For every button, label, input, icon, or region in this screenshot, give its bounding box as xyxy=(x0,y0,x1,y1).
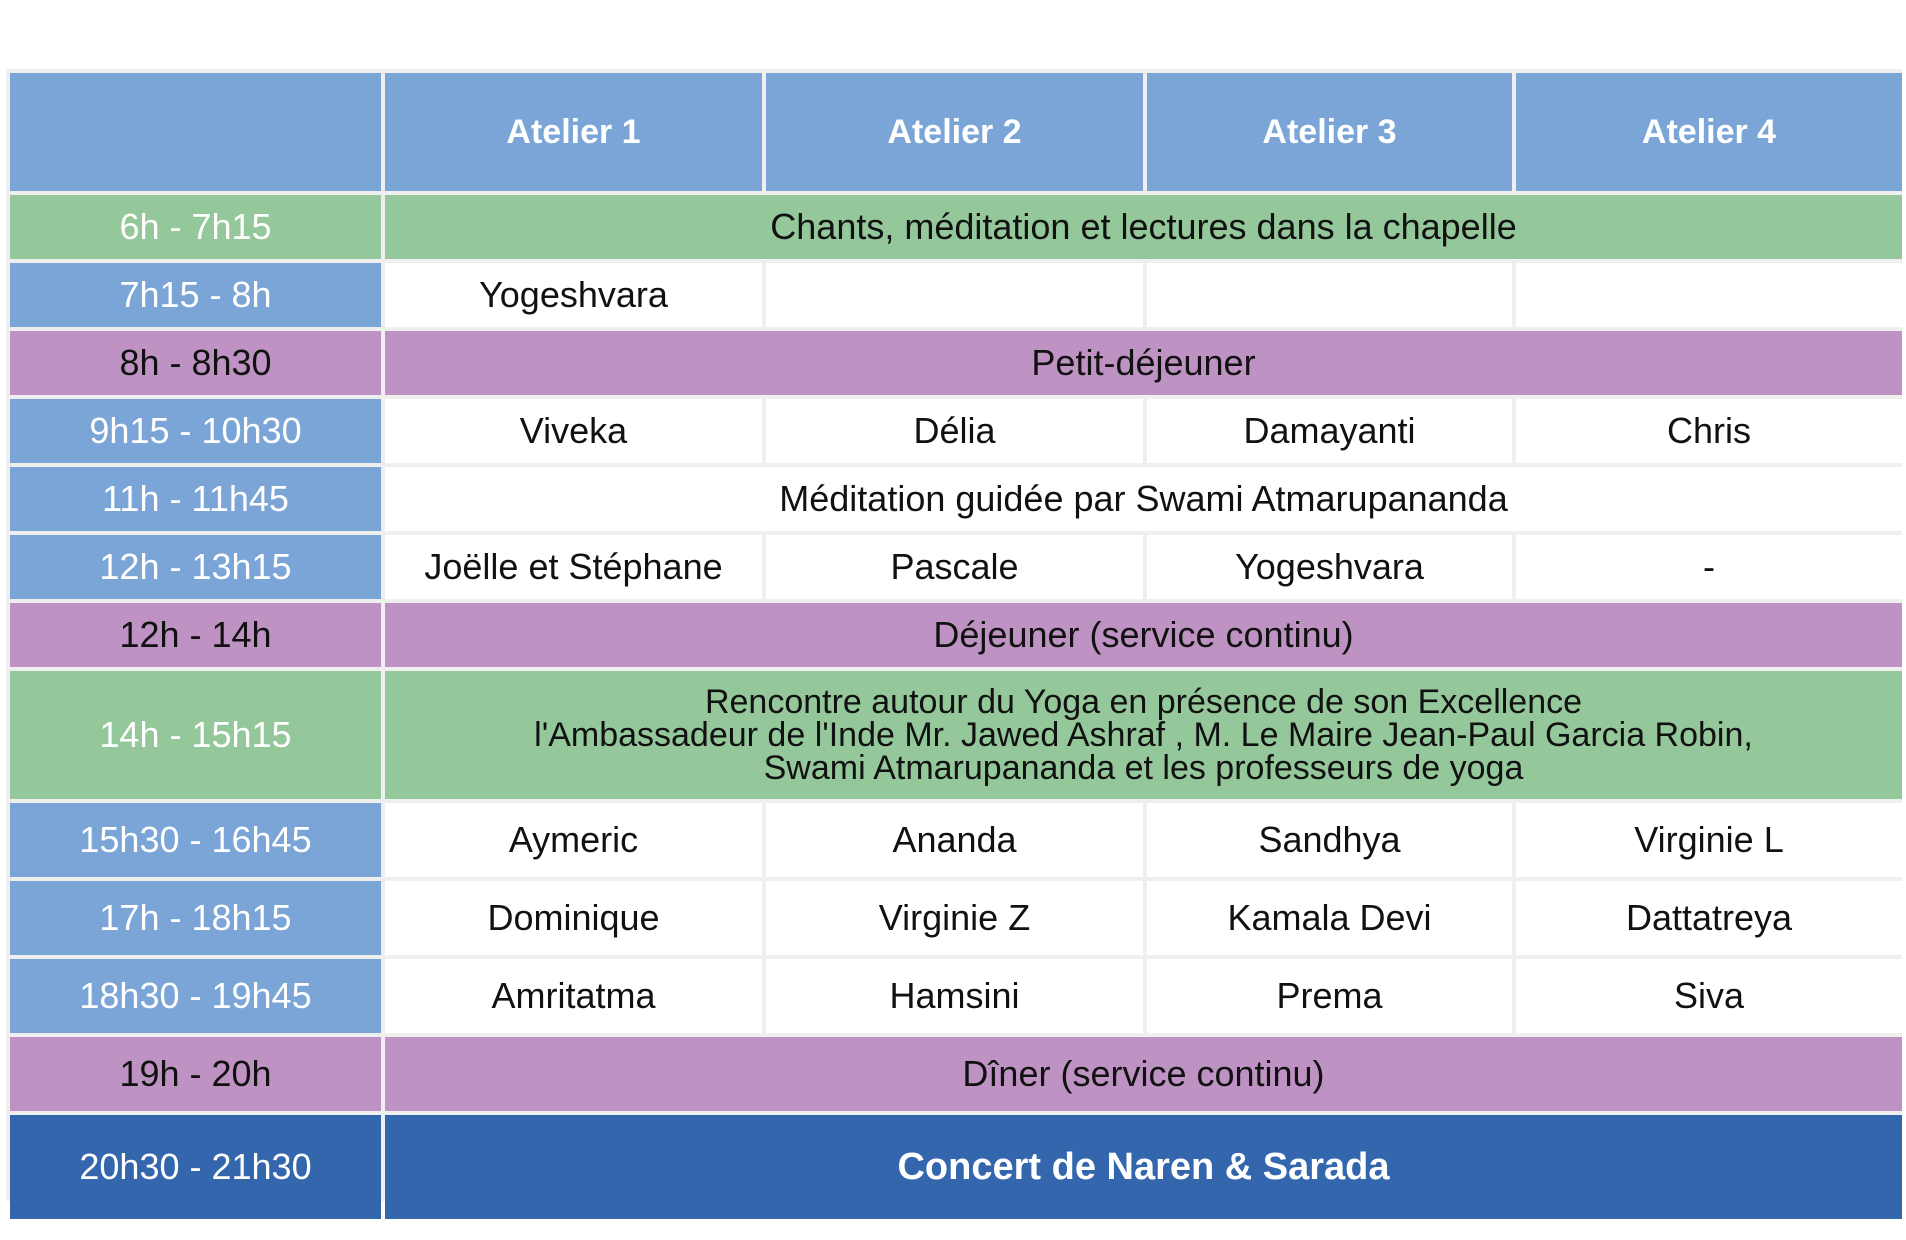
atelier-1-cell: Yogeshvara xyxy=(385,263,762,327)
header-atelier-4: Atelier 4 xyxy=(1516,73,1902,191)
time-slot: 17h - 18h15 xyxy=(10,881,381,955)
time-slot: 14h - 15h15 xyxy=(10,671,381,799)
time-slot: 6h - 7h15 xyxy=(10,195,381,259)
span-line: Swami Atmarupananda et les professeurs de yoga xyxy=(763,748,1524,787)
atelier-2-cell: Ananda xyxy=(766,803,1143,877)
header-atelier-3: Atelier 3 xyxy=(1147,73,1512,191)
span-activity: Déjeuner (service continu) xyxy=(385,603,1902,667)
header-corner xyxy=(10,73,381,191)
atelier-3-cell xyxy=(1147,263,1512,327)
concert-title: Concert de Naren & Sarada xyxy=(385,1115,1902,1219)
atelier-1-cell: Amritatma xyxy=(385,959,762,1033)
span-activity: Méditation guidée par Swami Atmarupananda xyxy=(385,467,1902,531)
header-atelier-1: Atelier 1 xyxy=(385,73,762,191)
time-slot: 20h30 - 21h30 xyxy=(10,1115,381,1219)
time-slot: 8h - 8h30 xyxy=(10,331,381,395)
atelier-4-cell: Dattatreya xyxy=(1516,881,1902,955)
span-line: Rencontre autour du Yoga en présence de son Excellence xyxy=(704,682,1583,721)
atelier-1-cell: Joëlle et Stéphane xyxy=(385,535,762,599)
atelier-3-cell: Yogeshvara xyxy=(1147,535,1512,599)
span-activity: Dîner (service continu) xyxy=(385,1037,1902,1111)
span-activity-multiline xyxy=(385,671,1902,799)
atelier-3-cell: Kamala Devi xyxy=(1147,881,1512,955)
atelier-2-cell: Délia xyxy=(766,399,1143,463)
atelier-3-cell: Damayanti xyxy=(1147,399,1512,463)
atelier-1-cell: Dominique xyxy=(385,881,762,955)
span-activity: Petit-déjeuner xyxy=(385,331,1902,395)
span-line: l'Ambassadeur de l'Inde Mr. Jawed Ashraf , M. Le Maire Jean-Paul Garcia Robin, xyxy=(534,715,1753,754)
time-slot: 9h15 - 10h30 xyxy=(10,399,381,463)
atelier-1-cell: Aymeric xyxy=(385,803,762,877)
atelier-4-cell: Virginie L xyxy=(1516,803,1902,877)
atelier-4-cell: Siva xyxy=(1516,959,1902,1033)
header-atelier-2: Atelier 2 xyxy=(766,73,1143,191)
time-slot: 11h - 11h45 xyxy=(10,467,381,531)
atelier-2-cell: Pascale xyxy=(766,535,1143,599)
atelier-2-cell: Hamsini xyxy=(766,959,1143,1033)
time-slot: 12h - 14h xyxy=(10,603,381,667)
atelier-4-cell: - xyxy=(1516,535,1902,599)
time-slot: 7h15 - 8h xyxy=(10,263,381,327)
atelier-4-cell xyxy=(1516,263,1902,327)
atelier-1-cell: Viveka xyxy=(385,399,762,463)
span-activity: Chants, méditation et lectures dans la chapelle xyxy=(385,195,1902,259)
time-slot: 18h30 - 19h45 xyxy=(10,959,381,1033)
time-slot: 19h - 20h xyxy=(10,1037,381,1111)
atelier-2-cell: Virginie Z xyxy=(766,881,1143,955)
atelier-3-cell: Prema xyxy=(1147,959,1512,1033)
time-slot: 12h - 13h15 xyxy=(10,535,381,599)
atelier-2-cell xyxy=(766,263,1143,327)
time-slot: 15h30 - 16h45 xyxy=(10,803,381,877)
schedule-table xyxy=(6,69,1902,1201)
atelier-3-cell: Sandhya xyxy=(1147,803,1512,877)
atelier-4-cell: Chris xyxy=(1516,399,1902,463)
